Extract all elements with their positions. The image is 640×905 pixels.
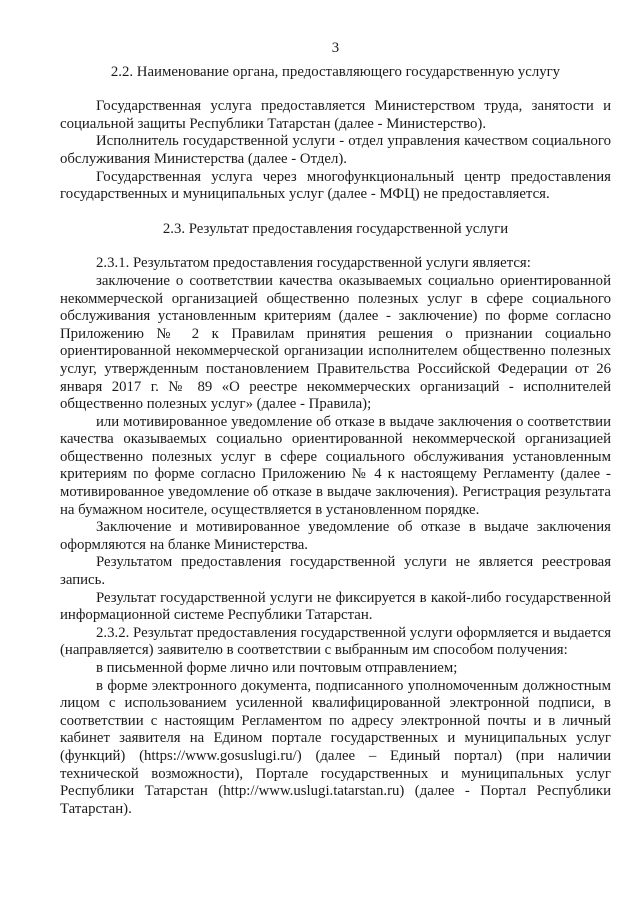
paragraph: в форме электронного документа, подписанного уполномоченным должностным лицом с использованием усиленной квалифицированной электронной подписи, в соответствии с настоящим Регламентом по адресу электронной почты и в личный кабинет заявителя на Едином портале государственных и муниципальных услуг (функций) (https://www.gosuslugi.ru/) (далее – Единый портал) (при наличии технической возможности), Портале государственных и муниципальных услуг Республики Татарстан (http://www.uslugi.tatarstan.ru) (далее - Портал Республики Татарстан). (60, 677, 611, 817)
paragraph: Заключение и мотивированное уведомление об отказе в выдаче заключения оформляются на бланке Министерства. (60, 519, 611, 553)
paragraph: 2.3.1. Результатом предоставления государственной услуги является: (96, 255, 531, 272)
section-2-3-heading: 2.3. Результат предоставления государственной услуги (162, 220, 509, 237)
section-2-3-body (60, 255, 611, 818)
paragraph: в письменной форме лично или почтовым отправлением; (96, 660, 458, 676)
paragraph: Результатом предоставления государственной услуги не является реестровая запись. (60, 554, 611, 589)
section-2-2-heading: 2.2. Наименование органа, предоставляющего государственную услугу (110, 63, 561, 80)
paragraph: Исполнитель государственной услуги - отдел управления качеством социального обслуживания Министерства (далее - Отдел). (60, 133, 611, 167)
paragraph: Результат государственной услуги не фиксируется в какой-либо государственной информационной системе Республики Татарстан. (60, 589, 611, 624)
section-2-2-body (60, 98, 611, 204)
page-number: 3 (331, 40, 340, 56)
paragraph: или мотивированное уведомление об отказе в выдаче заключения о соответствии качества оказываемых социально ориентированной некоммерческой организацией общественно полезных услуг в сфере социального обслуживания установленным критериям по форме согласно Приложению № 4 к настоящему Регламенту (далее - мотивированное уведомление об отказе в выдаче заключения). Регистрация результата на бумажном носителе, осуществляется в установленном порядке. (60, 413, 611, 518)
paragraph: заключение о соответствии качества оказываемых социально ориентированной некоммерческой организацией общественно полезных услуг в сфере социального обслуживания установленным критериям (далее - заключение) по форме согласно Приложению № 2 к Правилам принятия решения о признании социально ориентированной некоммерческой организации исполнителем общественно полезных услуг, утвержденным постановлением Правительства Российской Федерации от 26 января 2017 г. № 89 «О реестре некоммерческих организаций - исполнителей общественно полезных услуг» (далее - Правила); (60, 272, 611, 413)
paragraph: 2.3.2. Результат предоставления государственной услуги оформляется и выдается (направляется) заявителю в соответствии с выбранным им способом получения: (60, 624, 611, 659)
paragraph: Государственная услуга через многофункциональный центр предоставления государственных и муниципальных услуг (далее - МФЦ) не предоставляется. (60, 168, 611, 203)
paragraph: Государственная услуга предоставляется Министерством труда, занятости и социальной защиты Республики Татарстан (далее - Министерство). (60, 98, 611, 132)
